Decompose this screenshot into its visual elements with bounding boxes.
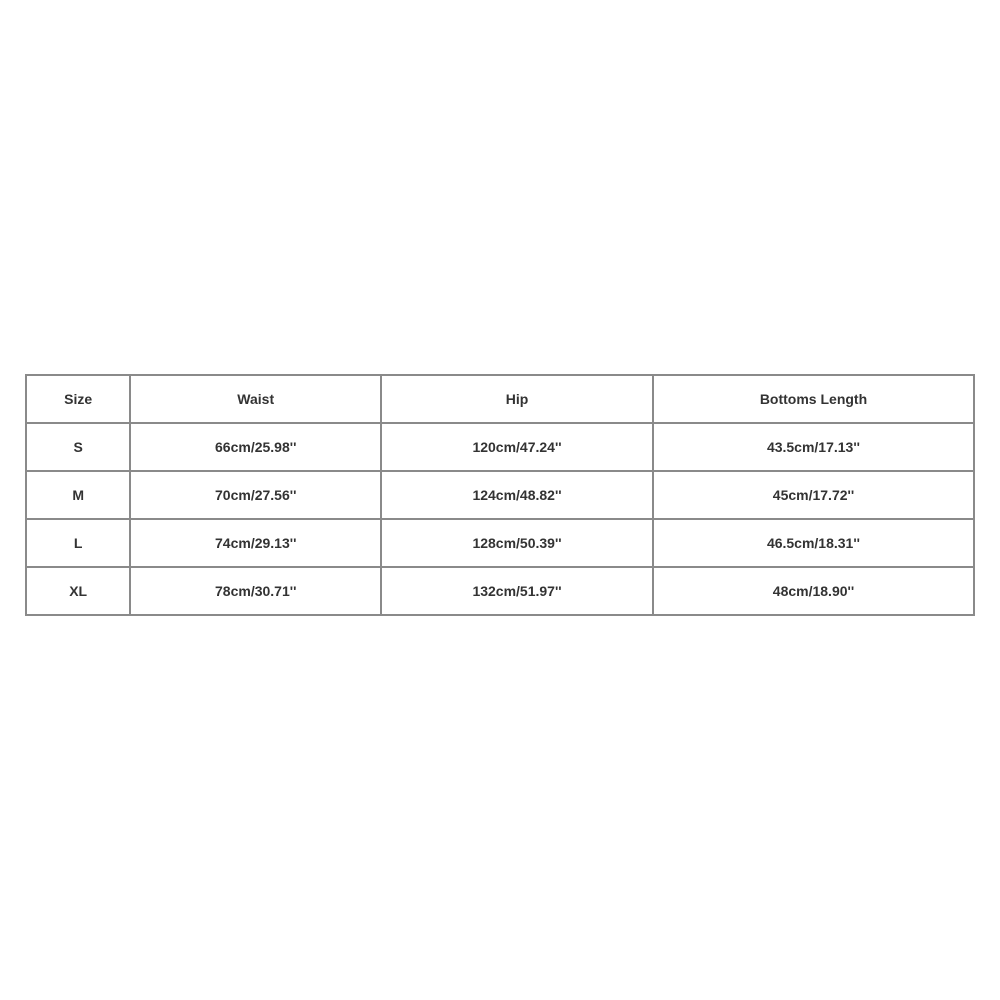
cell-size: S (26, 423, 130, 471)
size-chart-table (25, 374, 975, 616)
cell-size: XL (26, 567, 130, 615)
cell-hip: 120cm/47.24'' (381, 423, 653, 471)
cell-waist: 74cm/29.13'' (130, 519, 381, 567)
cell-size: L (26, 519, 130, 567)
table-row (26, 519, 974, 567)
cell-hip: 132cm/51.97'' (381, 567, 653, 615)
table-row (26, 471, 974, 519)
table-row (26, 423, 974, 471)
header-waist: Waist (130, 375, 381, 423)
table-header-row (26, 375, 974, 423)
cell-waist: 66cm/25.98'' (130, 423, 381, 471)
cell-bottoms-length: 46.5cm/18.31'' (653, 519, 974, 567)
cell-waist: 78cm/30.71'' (130, 567, 381, 615)
cell-hip: 128cm/50.39'' (381, 519, 653, 567)
header-size: Size (26, 375, 130, 423)
header-hip: Hip (381, 375, 653, 423)
cell-waist: 70cm/27.56'' (130, 471, 381, 519)
cell-size: M (26, 471, 130, 519)
table-row (26, 567, 974, 615)
cell-bottoms-length: 43.5cm/17.13'' (653, 423, 974, 471)
cell-hip: 124cm/48.82'' (381, 471, 653, 519)
header-bottoms-length: Bottoms Length (653, 375, 974, 423)
cell-bottoms-length: 48cm/18.90'' (653, 567, 974, 615)
cell-bottoms-length: 45cm/17.72'' (653, 471, 974, 519)
